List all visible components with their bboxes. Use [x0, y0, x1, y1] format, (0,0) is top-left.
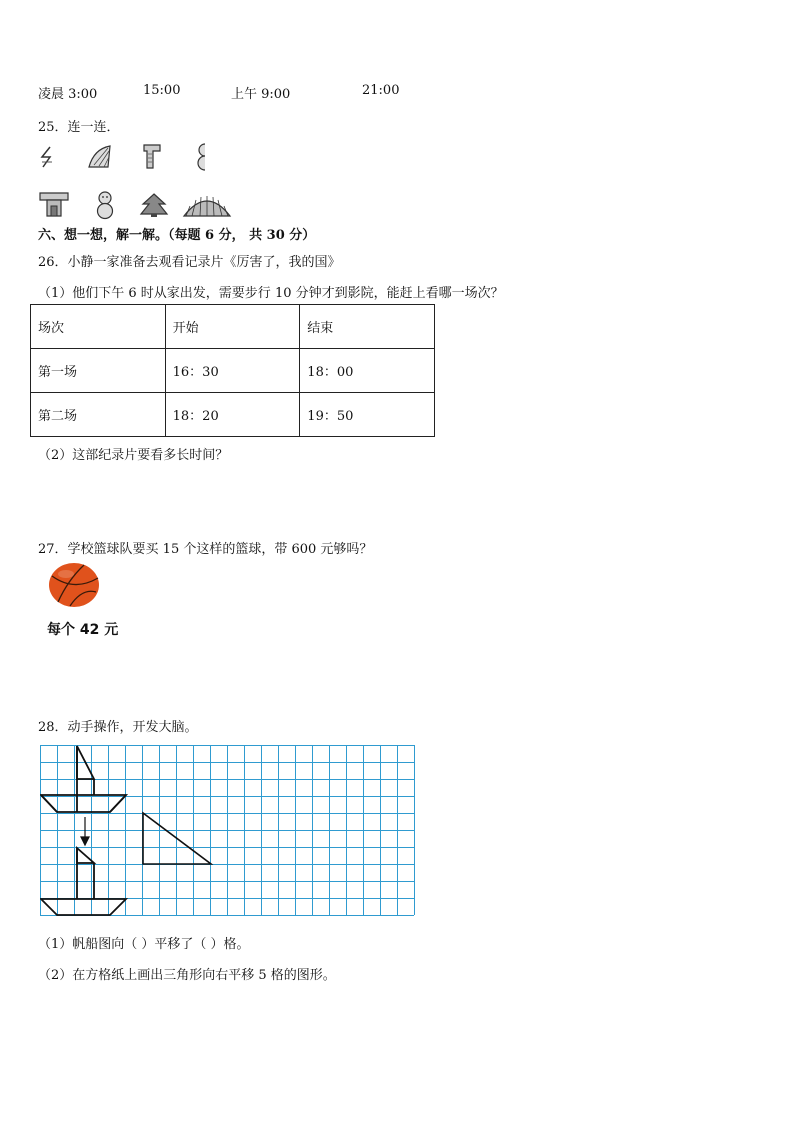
table-cell: 18：00 [300, 349, 435, 393]
table-cell: 第二场 [31, 393, 166, 437]
question-26-title: 26．小静一家准备去观看记录片《厉害了，我的国》 [38, 255, 341, 270]
table-row [31, 393, 435, 437]
price-label: 每个 42 元 [47, 622, 119, 638]
question-26-part-2: （2）这部纪录片要看多长时间？ [38, 448, 229, 463]
question-25-title: 25．连一连． [38, 120, 120, 135]
house-icon [38, 190, 70, 218]
question-28-part-1: （1）帆船图向（ ）平移了（ ）格。 [38, 937, 250, 952]
table-row [31, 349, 435, 393]
time-option-2: 15:00 [143, 83, 181, 98]
time-option-4: 21:00 [362, 83, 400, 98]
time-option-1: 凌晨 3:00 [38, 87, 98, 102]
table-cell: 18：20 [165, 393, 300, 437]
umbrella-fragment-icon [86, 143, 112, 169]
question-28-part-2: （2）在方格纸上画出三角形向右平移 5 格的图形。 [38, 968, 336, 983]
table-header-row [31, 305, 435, 349]
table-cell: 16：30 [165, 349, 300, 393]
table-cell: 第一场 [31, 349, 166, 393]
table-cell: 19：50 [300, 393, 435, 437]
basketball-icon [48, 562, 100, 608]
snowman-fragment-icon [196, 142, 212, 172]
tree-icon [139, 192, 169, 218]
table-header-cell: 开始 [165, 305, 300, 349]
table-header-cell: 场次 [31, 305, 166, 349]
house-fragment-icon [141, 142, 163, 170]
question-26-part-1: （1）他们下午 6 时从家出发，需要步行 10 分钟才到影院，能赶上看哪一场次？ [38, 286, 504, 301]
umbrella-icon [182, 192, 232, 220]
table-header-cell: 结束 [300, 305, 435, 349]
grid-lines [40, 745, 415, 916]
question-27-title: 27．学校篮球队要买 15 个这样的篮球，带 600 元够吗？ [38, 542, 373, 557]
snowman-icon [94, 190, 116, 220]
time-option-3: 上午 9:00 [231, 87, 291, 102]
schedule-table [30, 304, 435, 437]
section-6-heading: 六、想一想，解一解。（每题 6 分， 共 30 分） [38, 228, 316, 243]
square-grid [40, 745, 416, 917]
lightning-fragment-icon [38, 145, 58, 169]
question-28-title: 28．动手操作，开发大脑。 [38, 720, 198, 735]
